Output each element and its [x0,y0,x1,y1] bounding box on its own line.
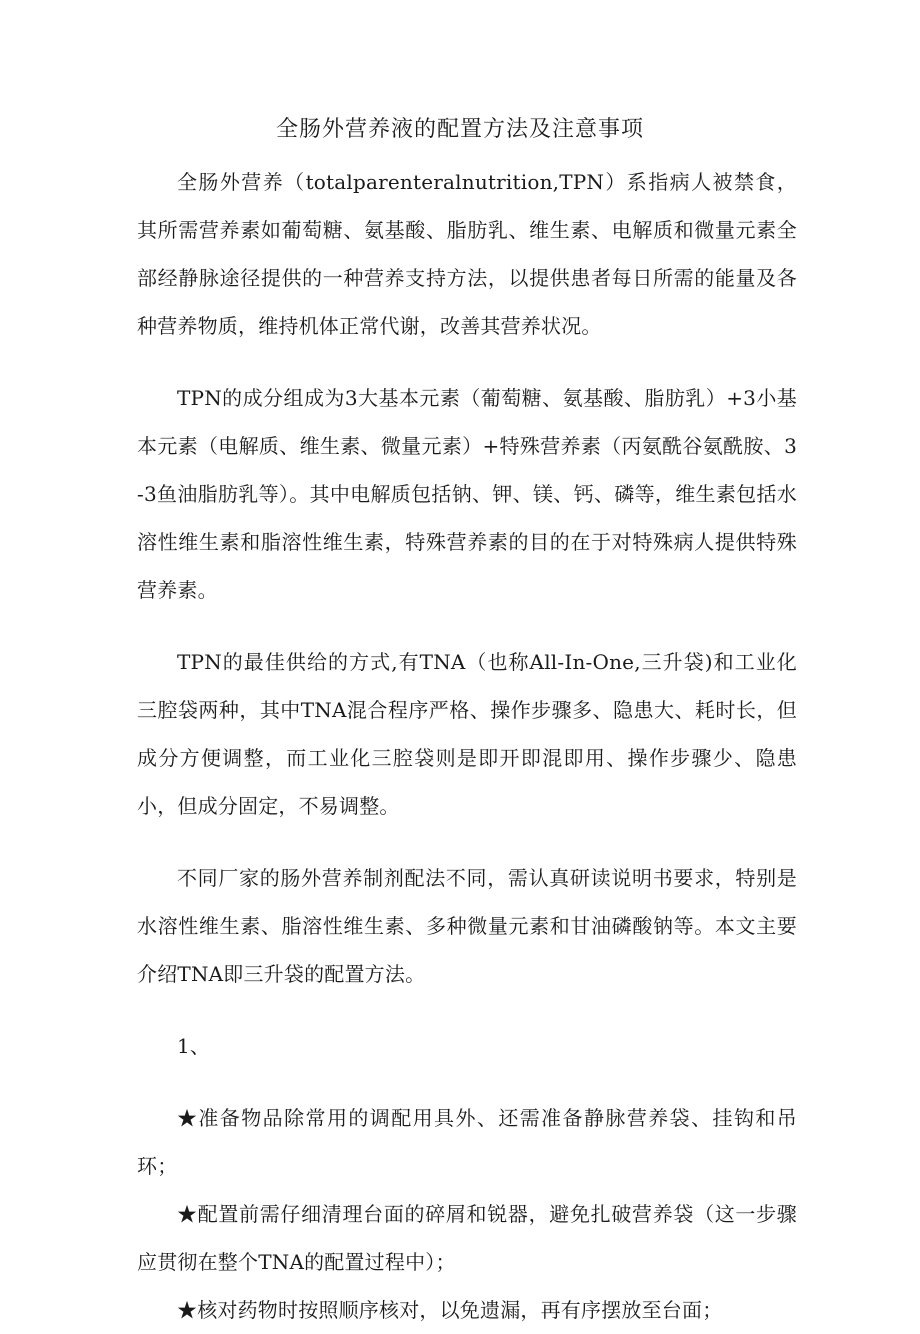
document-body [137,158,797,1334]
paragraph-tpn-components: TPN的成分组成为3大基本元素（葡萄糖、氨基酸、脂肪乳）+3小基本元素（电解质、维生素、微量元素）+特殊营养素（丙氨酰谷氨酰胺、3-3鱼油脂肪乳等）。其中电解质包括钠、钾、镁、钙、磷等，维生素包括水溶性维生素和脂溶性维生素，特殊营养素的目的在于对特殊病人提供特殊营养素。 [137,386,797,602]
paragraph-tpn-supply-methods: TPN的最佳供给的方式,有TNA（也称All-In-One,三升袋)和工业化三腔袋两种，其中TNA混合程序严格、操作步骤多、隐患大、耗时长，但成分方便调整，而工业化三腔袋则是即开即混即用、操作步骤少、隐患小，但成分固定，不易调整。 [137,650,798,818]
list-item-check-drugs: ★核对药物时按照顺序核对，以免遗漏，再有序摆放至台面； [177,1298,723,1322]
section-number: 1、 [177,1034,211,1058]
paragraph-tpn-definition: 全肠外营养（totalparenteralnutrition,TPN）系指病人被禁食，其所需营养素如葡萄糖、氨基酸、脂肪乳、维生素、电解质和微量元素全部经静脉途径提供的一种营养支持方法，以提供患者每日所需的能量及各种营养物质，维持机体正常代谢，改善其营养状况。 [137,170,797,338]
list-item-clean-table: ★配置前需仔细清理台面的碎屑和锐器，避免扎破营养袋（这一步骤应贯彻在整个TNA的配置过程中）； [137,1202,797,1274]
document-title: 全肠外营养液的配置方法及注意事项 [275,117,644,142]
list-item-prepare-materials: ★准备物品除常用的调配用具外、还需准备静脉营养袋、挂钩和吊环； [137,1106,797,1178]
paragraph-preparation-note: 不同厂家的肠外营养制剂配法不同，需认真研读说明书要求，特别是水溶性维生素、脂溶性维生素、多种微量元素和甘油磷酸钠等。本文主要介绍TNA即三升袋的配置方法。 [137,866,797,986]
